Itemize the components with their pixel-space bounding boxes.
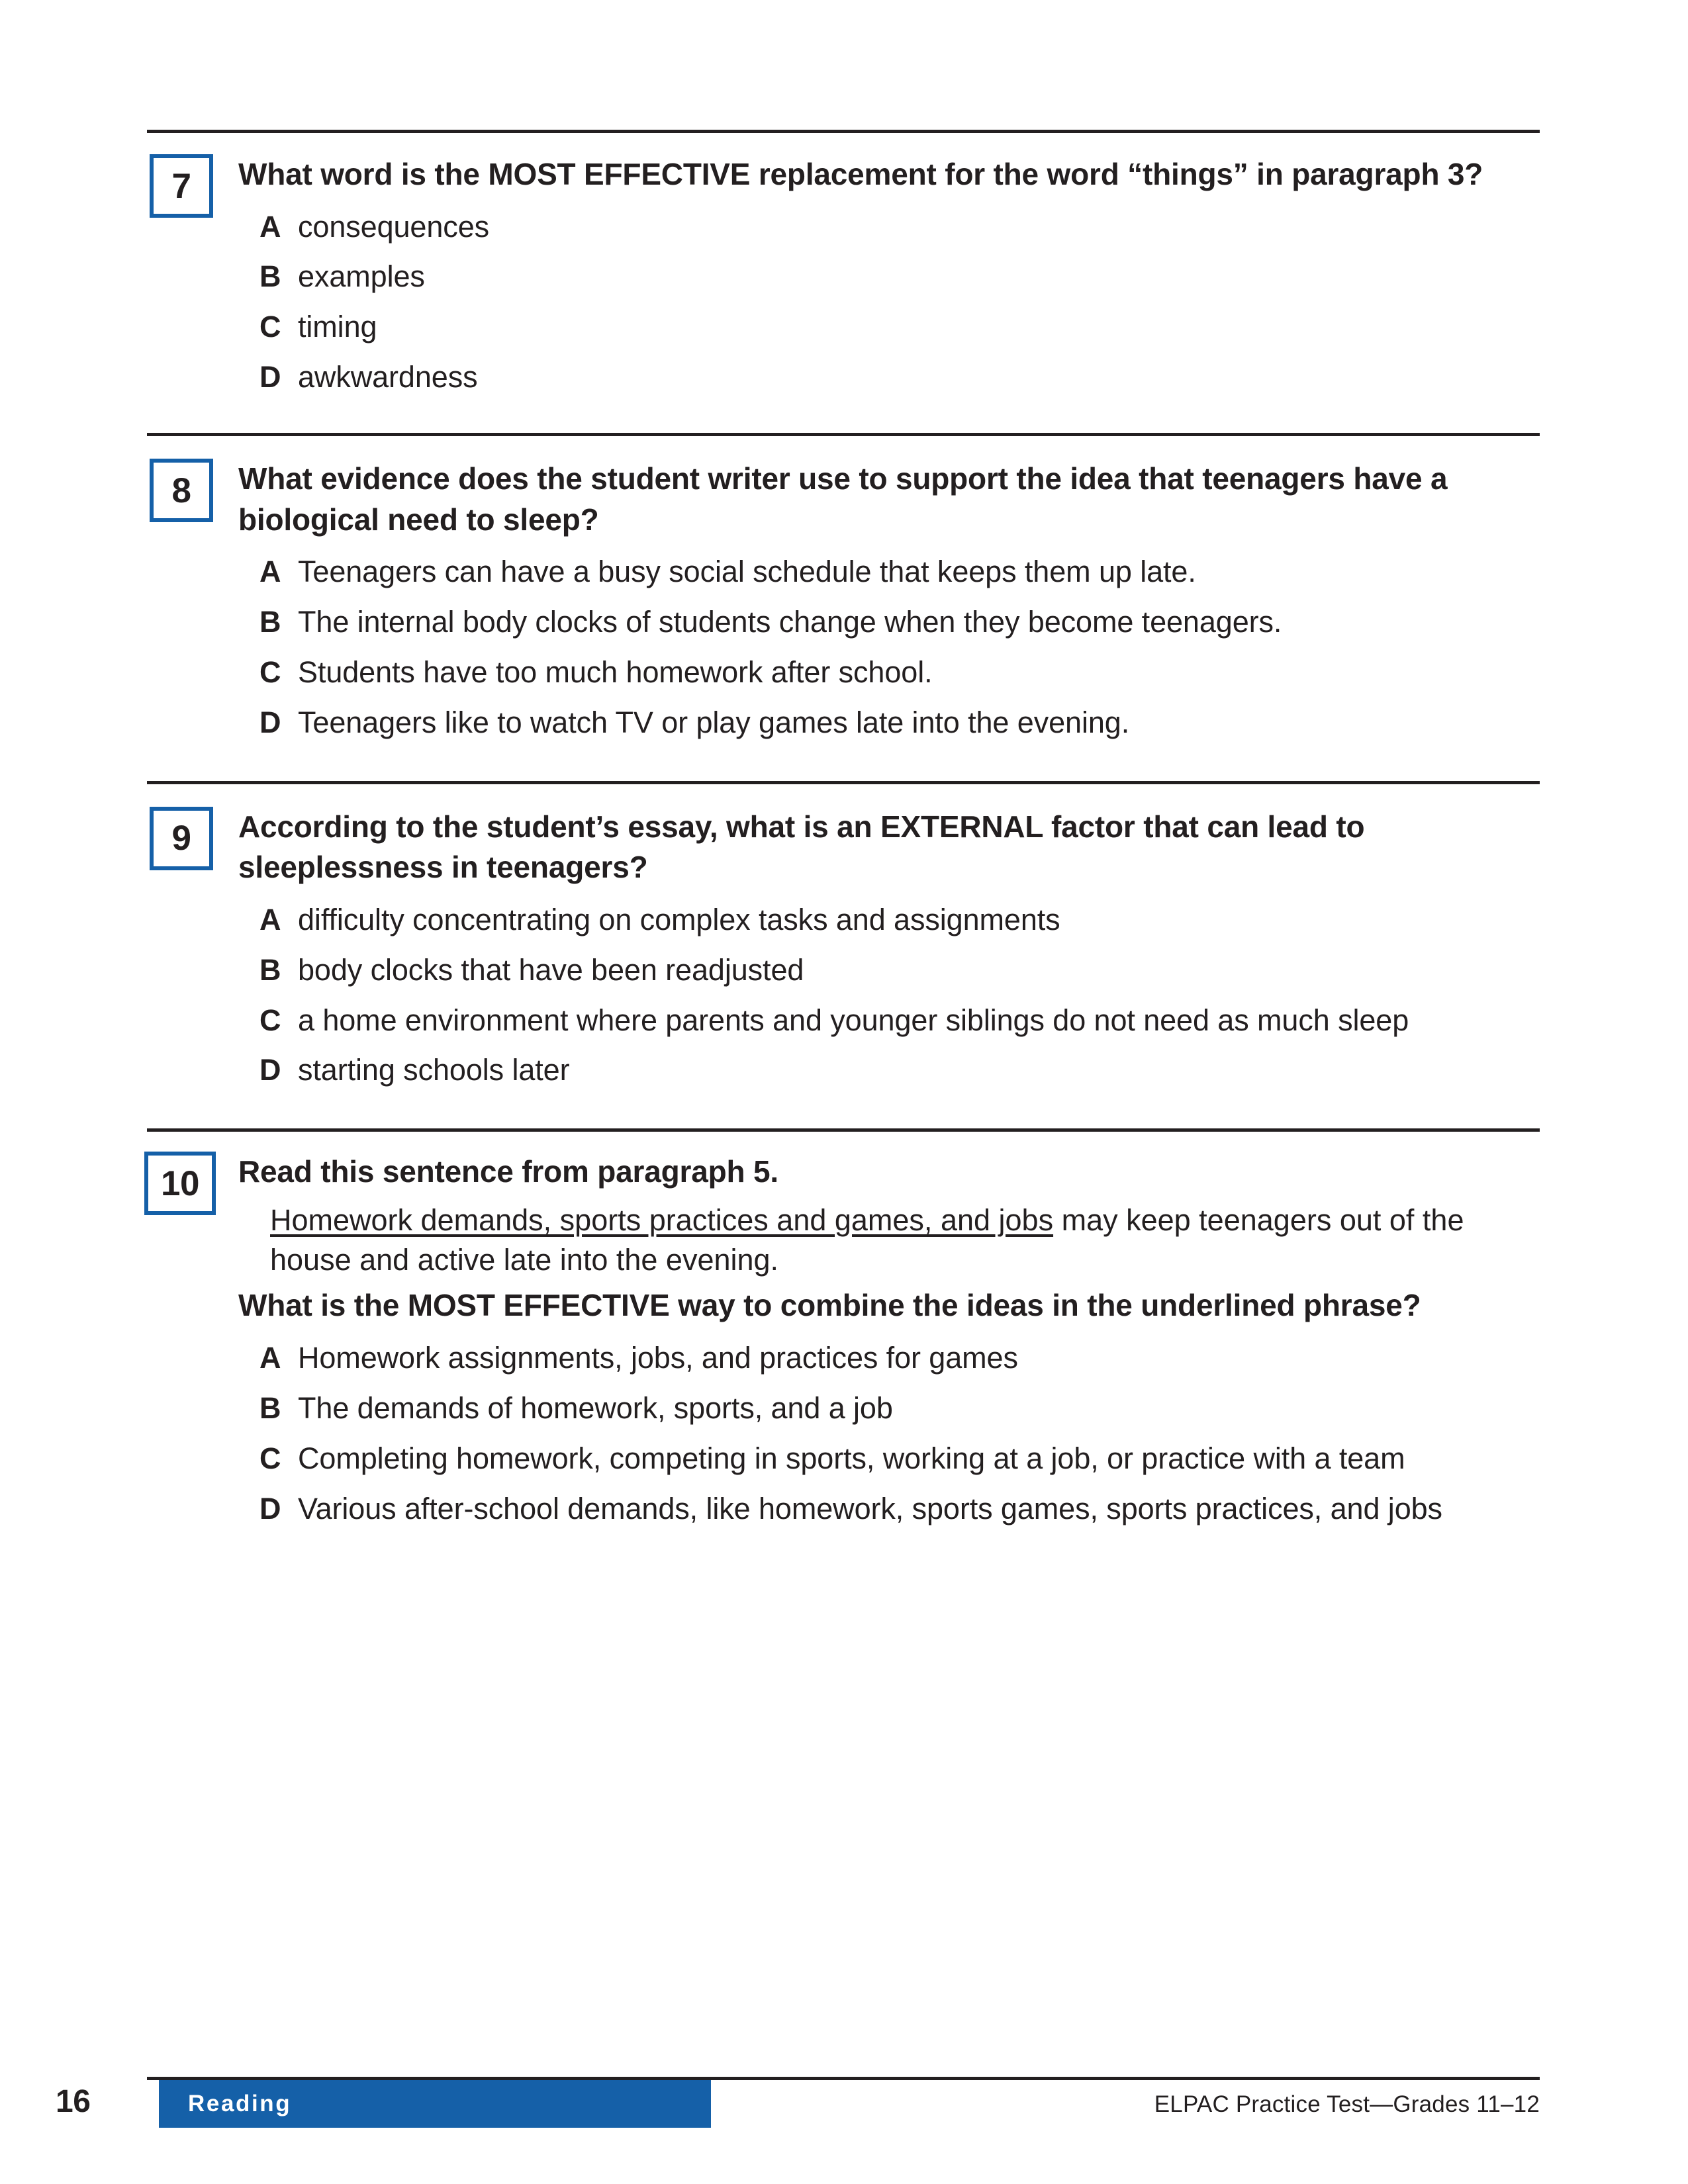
underlined-phrase: Homework demands, sports practices and games, and jobs bbox=[270, 1203, 1054, 1237]
footer-test-title: ELPAC Practice Test—Grades 11–12 bbox=[1154, 2091, 1540, 2117]
question-stem-10: Read this sentence from paragraph 5. bbox=[238, 1154, 778, 1189]
answer-option[interactable] bbox=[259, 207, 1540, 247]
option-text: body clocks that have been readjusted bbox=[298, 952, 804, 987]
page-number: 16 bbox=[56, 2084, 91, 2119]
option-text: awkwardness bbox=[298, 360, 478, 394]
question-stem-7: What word is the MOST EFFECTIVE replacement for the word “things” in paragraph 3? bbox=[238, 157, 1483, 191]
answer-options-10 bbox=[238, 1338, 1540, 1528]
option-letter: C bbox=[259, 1003, 281, 1037]
answer-options-9 bbox=[238, 900, 1540, 1090]
option-text: Teenagers can have a busy social schedule that keeps them up late. bbox=[298, 555, 1196, 589]
question-number-box-8: 8 bbox=[150, 459, 213, 522]
option-text: The internal body clocks of students change when they become teenagers. bbox=[298, 605, 1282, 639]
answer-option[interactable] bbox=[259, 552, 1540, 592]
question-block-8 bbox=[147, 459, 1540, 743]
answer-option[interactable] bbox=[259, 1489, 1540, 1529]
answer-option[interactable] bbox=[259, 1388, 1540, 1428]
answer-option[interactable] bbox=[259, 1439, 1540, 1479]
option-letter: C bbox=[259, 655, 281, 689]
option-letter: D bbox=[259, 360, 281, 394]
answer-option[interactable] bbox=[259, 257, 1540, 296]
option-text: examples bbox=[298, 259, 425, 294]
question-number-box-9: 9 bbox=[150, 807, 213, 870]
option-text: difficulty concentrating on complex tasks and assignments bbox=[298, 902, 1060, 936]
answer-option[interactable] bbox=[259, 307, 1540, 347]
answer-option[interactable] bbox=[259, 602, 1540, 642]
question-number-box-7: 7 bbox=[150, 154, 213, 218]
option-text: Homework assignments, jobs, and practices for games bbox=[298, 1341, 1018, 1375]
option-letter: B bbox=[259, 1390, 281, 1425]
answer-option[interactable] bbox=[259, 703, 1540, 743]
question-block-7 bbox=[147, 154, 1540, 397]
option-text: Teenagers like to watch TV or play games late into the evening. bbox=[298, 705, 1130, 739]
question-stem-9: According to the student’s essay, what is an EXTERNAL factor that can lead to sleeplessness in teenagers? bbox=[238, 809, 1365, 885]
question-number-box-10: 10 bbox=[144, 1152, 216, 1215]
section-tab bbox=[159, 2080, 711, 2128]
option-text: consequences bbox=[298, 209, 490, 244]
option-letter: C bbox=[259, 1441, 281, 1475]
option-text: Students have too much homework after school. bbox=[298, 655, 933, 689]
answer-option[interactable] bbox=[259, 357, 1540, 397]
option-letter: A bbox=[259, 1341, 281, 1375]
question-stem-10-followup: What is the MOST EFFECTIVE way to combine the ideas in the underlined phrase? bbox=[238, 1288, 1421, 1323]
option-letter: A bbox=[259, 555, 281, 589]
excerpt-remainder: may keep teenagers out of the house and active late into the evening. bbox=[270, 1203, 1464, 1277]
answer-option[interactable] bbox=[259, 900, 1540, 940]
option-letter: D bbox=[259, 1491, 281, 1525]
option-text: Various after-school demands, like homework, sports games, sports practices, and jobs bbox=[298, 1491, 1442, 1525]
option-letter: A bbox=[259, 209, 281, 244]
option-letter: B bbox=[259, 259, 281, 294]
option-text: starting schools later bbox=[298, 1053, 570, 1087]
answer-options-8 bbox=[238, 552, 1540, 742]
option-letter: C bbox=[259, 310, 281, 344]
answer-option[interactable] bbox=[259, 1338, 1540, 1378]
answer-options-7 bbox=[238, 207, 1540, 397]
option-letter: D bbox=[259, 1053, 281, 1087]
answer-option[interactable] bbox=[259, 950, 1540, 990]
section-tab-label: Reading bbox=[188, 2091, 292, 2116]
answer-option[interactable] bbox=[259, 1001, 1540, 1040]
quoted-sentence-excerpt bbox=[238, 1201, 1540, 1281]
option-text: Completing homework, competing in sports, working at a job, or practice with a team bbox=[298, 1441, 1405, 1475]
option-text: timing bbox=[298, 310, 377, 344]
option-letter: B bbox=[259, 605, 281, 639]
option-letter: B bbox=[259, 952, 281, 987]
answer-option[interactable] bbox=[259, 1050, 1540, 1090]
page-footer bbox=[0, 2077, 1688, 2156]
option-letter: A bbox=[259, 902, 281, 936]
question-block-10 bbox=[147, 1152, 1540, 1528]
question-block-9 bbox=[147, 807, 1540, 1091]
option-text: a home environment where parents and younger siblings do not need as much sleep bbox=[298, 1003, 1409, 1037]
question-stem-8: What evidence does the student writer use to support the idea that teenagers have a biological need to sleep? bbox=[238, 461, 1448, 537]
questions-container bbox=[147, 130, 1540, 1528]
option-letter: D bbox=[259, 705, 281, 739]
option-text: The demands of homework, sports, and a job bbox=[298, 1390, 893, 1425]
answer-option[interactable] bbox=[259, 653, 1540, 692]
